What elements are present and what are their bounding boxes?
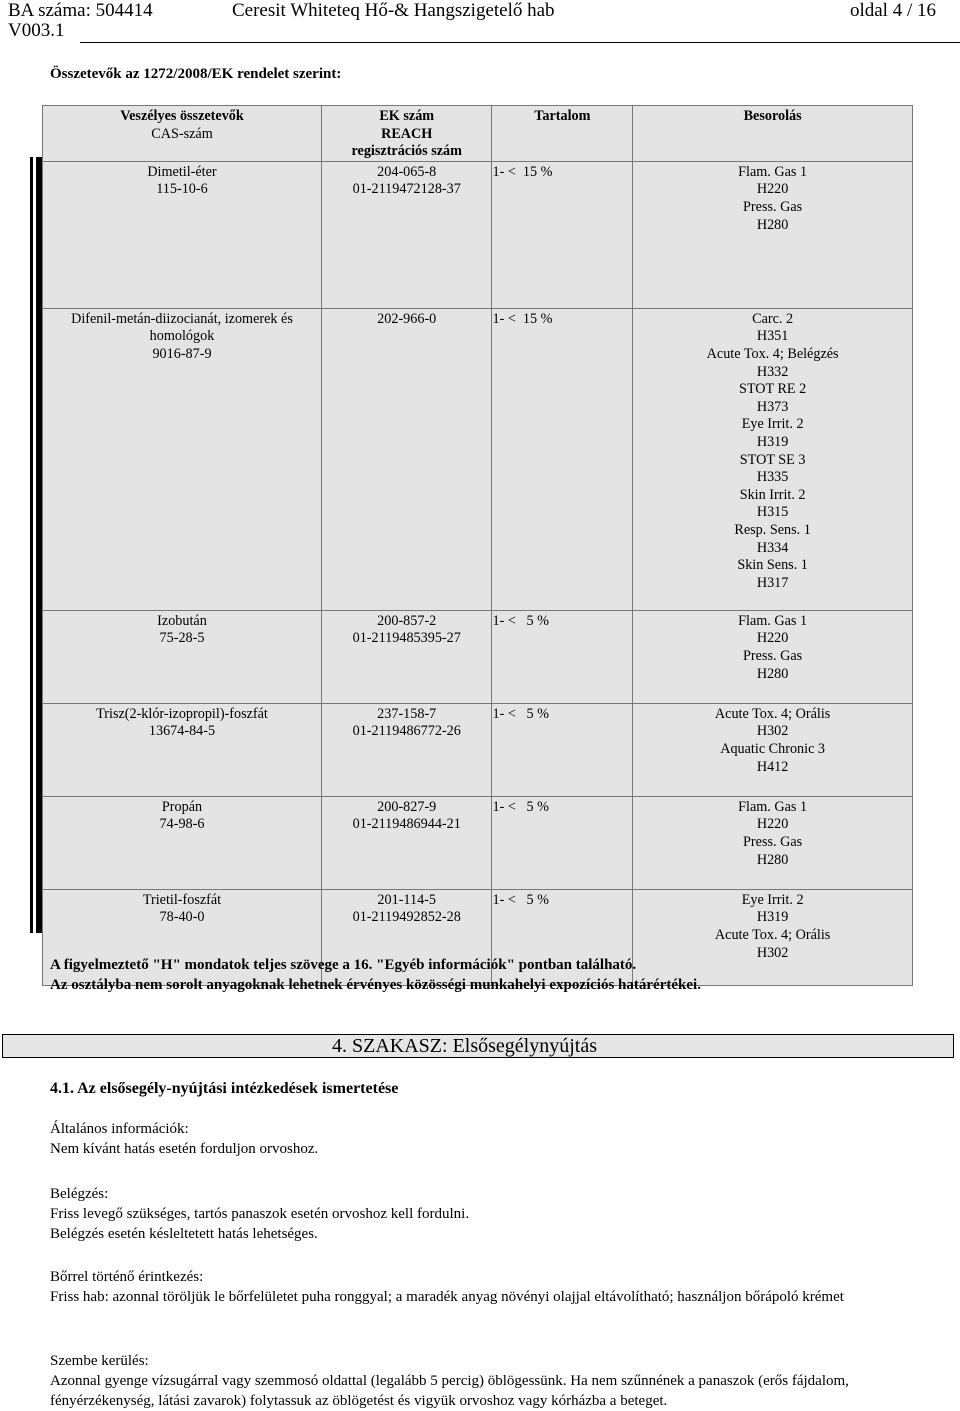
- table-body: [43, 161, 913, 985]
- ec-number-cell: [321, 161, 491, 308]
- content-cell: [492, 308, 633, 610]
- block-text: Belégzés esetén késleltetett hatás lehetséges.: [50, 1226, 318, 1242]
- block-heading: Belégzés:: [50, 1186, 109, 1202]
- classification-cell-line: Carc. 2: [752, 310, 794, 327]
- classification-cell-line: H317: [756, 574, 789, 591]
- block-eyes: [50, 1351, 930, 1411]
- classification-cell-line: H220: [756, 630, 789, 647]
- content-value: 1- < 5 %: [492, 705, 549, 722]
- note-line: Az osztályba nem sorolt anyagoknak lehetnek érvényes közösségi munkahelyi expozíciós határértékei.: [50, 977, 701, 993]
- table-row: [43, 610, 913, 703]
- section4-title: 4. SZAKASZ: Elsősegélynyújtás: [332, 1035, 597, 1057]
- ingredient-cell: [43, 796, 322, 889]
- block-text: Azonnal gyenge vízsugárral vagy szemmosó oldattal (legalább 5 percig) öblögessünk. Ha nem szűnnének a panaszok (erős fájdalom, fényérzékenység, látási zavarok) folytassuk az öblögetést és vigyük orvoshoz vagy kórházba a beteget.: [50, 1373, 849, 1409]
- ingredient-cell-line: 75-28-5: [159, 630, 205, 647]
- classification-cell-line: STOT RE 2: [738, 381, 807, 398]
- notes: [50, 955, 701, 995]
- classification-cell-line: Acute Tox. 4; Belégzés: [706, 345, 839, 362]
- header-classification: Besorolás: [633, 106, 913, 162]
- classification-cell-line: H220: [756, 816, 789, 833]
- block-text: Friss hab: azonnal töröljük le bőrfelületet puha ronggyal; a maradék anyag növényi olajjal eltávolítható; használjon bőrápoló krémet: [50, 1289, 844, 1305]
- classification-cell-line: H319: [756, 909, 789, 926]
- classification-cell: [633, 796, 913, 889]
- document-version: V003.1: [8, 20, 65, 41]
- ingredient-cell: [43, 308, 322, 610]
- ec-number-cell: [321, 610, 491, 703]
- content-cell: [492, 796, 633, 889]
- classification-cell-line: H220: [756, 181, 789, 198]
- table-row: [43, 308, 913, 610]
- ingredient-cell: [43, 610, 322, 703]
- block-text: Nem kívánt hatás esetén forduljon orvoshoz.: [50, 1141, 319, 1157]
- ec-number-cell-line: 201-114-5: [377, 891, 437, 908]
- classification-cell-line: Eye Irrit. 2: [741, 416, 804, 433]
- classification-cell-line: Press. Gas: [743, 647, 803, 664]
- classification-cell-line: Skin Sens. 1: [737, 557, 808, 574]
- classification-cell-line: Flam. Gas 1: [738, 163, 808, 180]
- change-bars: [30, 157, 42, 933]
- ingredient-cell-line: 13674-84-5: [148, 723, 216, 740]
- ingredient-cell-line: Dimetil-éter: [147, 163, 217, 180]
- ec-number-cell: [321, 703, 491, 796]
- document-number: BA száma: 504414: [8, 0, 153, 21]
- ingredient-cell: [43, 161, 322, 308]
- classification-cell-line: Flam. Gas 1: [738, 612, 808, 629]
- classification-cell: [633, 308, 913, 610]
- classification-cell-line: Press. Gas: [743, 198, 803, 215]
- classification-cell-line: H302: [756, 944, 789, 961]
- ec-number-cell-line: 01-2119472128-37: [352, 181, 461, 198]
- ec-number-cell-line: 01-2119486772-26: [352, 723, 461, 740]
- table-row: [43, 161, 913, 308]
- classification-cell-line: H280: [756, 216, 789, 233]
- header-rule: [80, 42, 960, 43]
- classification-cell-line: H280: [756, 665, 789, 682]
- ingredient-cell-line: Difenil-metán-diizocianát, izomerek és: [71, 310, 293, 327]
- page-number: oldal 4 / 16: [849, 0, 936, 21]
- ec-number-cell-line: 01-2119492852-28: [352, 909, 461, 926]
- product-name: Ceresit Whiteteq Hő-& Hangszigetelő hab: [232, 0, 555, 21]
- classification-cell-line: H334: [756, 539, 789, 556]
- block-heading: Szembe kerülés:: [50, 1353, 149, 1369]
- classification-cell-line: Acute Tox. 4; Orális: [714, 926, 831, 943]
- classification-cell-line: H335: [756, 469, 789, 486]
- header-content: Tartalom: [492, 106, 633, 162]
- block-heading: Általános információk:: [50, 1121, 189, 1137]
- ingredient-cell-line: 74-98-6: [159, 816, 205, 833]
- table-row: [43, 703, 913, 796]
- classification-cell: [633, 161, 913, 308]
- content-value: 1- < 15 %: [492, 310, 553, 327]
- ingredient-cell-line: homológok: [149, 328, 215, 345]
- classification-cell-line: Eye Irrit. 2: [741, 891, 804, 908]
- classification-cell-line: H373: [756, 398, 789, 415]
- classification-cell-line: H319: [756, 433, 789, 450]
- block-text: Friss levegő szükséges, tartós panaszok esetén orvoshoz kell fordulni.: [50, 1206, 470, 1222]
- classification-cell-line: H280: [756, 851, 789, 868]
- header-ingredient: Veszélyes összetevők CAS-szám: [43, 106, 322, 162]
- ingredient-cell: [43, 703, 322, 796]
- header-ec-number: EK szám REACH regisztrációs szám: [321, 106, 491, 162]
- ec-number-cell: [321, 796, 491, 889]
- composition-table: [42, 105, 913, 986]
- page-header: [0, 0, 960, 44]
- content-cell: [492, 610, 633, 703]
- classification-cell-line: Flam. Gas 1: [738, 798, 808, 815]
- classification-cell: [633, 703, 913, 796]
- ec-number-cell-line: 204-065-8: [377, 163, 437, 180]
- content-cell: [492, 703, 633, 796]
- content-value: 1- < 5 %: [492, 798, 549, 815]
- ingredient-cell-line: Trisz(2-klór-izopropil)-foszfát: [96, 705, 268, 722]
- ingredient-cell-line: 78-40-0: [159, 909, 205, 926]
- classification-cell-line: Press. Gas: [743, 833, 803, 850]
- content-value: 1- < 5 %: [492, 891, 549, 908]
- block-inhalation: [50, 1184, 930, 1244]
- classification-cell-line: Aquatic Chronic 3: [720, 740, 826, 757]
- change-bar-thin: [30, 157, 33, 933]
- ec-number-cell-line: 01-2119486944-21: [352, 816, 461, 833]
- block-heading: Bőrrel történő érintkezés:: [50, 1269, 204, 1285]
- ec-number-cell-line: 202-966-0: [377, 310, 437, 327]
- section41-title: 4.1. Az elsősegély-nyújtási intézkedések ismertetése: [50, 1080, 399, 1097]
- content-value: 1- < 5 %: [492, 612, 549, 629]
- ingredient-cell-line: Izobután: [157, 612, 207, 629]
- table-header-row: [43, 106, 913, 162]
- block-skin: [50, 1267, 930, 1307]
- classification-cell-line: Skin Irrit. 2: [739, 486, 806, 503]
- note-line: A figyelmeztető "H" mondatok teljes szövege a 16. "Egyéb információk" pontban található.: [50, 957, 637, 973]
- table-row: [43, 796, 913, 889]
- ingredient-cell-line: Trietil-foszfát: [142, 891, 222, 908]
- classification-cell-line: H302: [756, 723, 789, 740]
- block-general: [50, 1119, 930, 1159]
- classification-cell-line: H332: [756, 363, 789, 380]
- ingredient-cell-line: 115-10-6: [156, 181, 208, 198]
- content-value: 1- < 15 %: [492, 163, 553, 180]
- content-cell: [492, 161, 633, 308]
- composition-title: Összetevők az 1272/2008/EK rendelet szerint:: [50, 66, 342, 82]
- ec-number-cell-line: 200-827-9: [377, 798, 437, 815]
- classification-cell-line: H351: [756, 328, 789, 345]
- classification-cell-line: Resp. Sens. 1: [734, 521, 811, 538]
- ec-number-cell-line: 200-857-2: [377, 612, 437, 629]
- ingredient-cell-line: 9016-87-9: [152, 345, 212, 362]
- ec-number-cell-line: 237-158-7: [377, 705, 437, 722]
- classification-cell-line: H315: [756, 504, 789, 521]
- classification-cell-line: H412: [756, 758, 789, 775]
- classification-cell: [633, 610, 913, 703]
- ingredient-cell-line: Propán: [161, 798, 203, 815]
- classification-cell-line: STOT SE 3: [739, 451, 806, 468]
- ec-number-cell: [321, 308, 491, 610]
- ec-number-cell-line: 01-2119485395-27: [352, 630, 461, 647]
- classification-cell-line: Acute Tox. 4; Orális: [714, 705, 831, 722]
